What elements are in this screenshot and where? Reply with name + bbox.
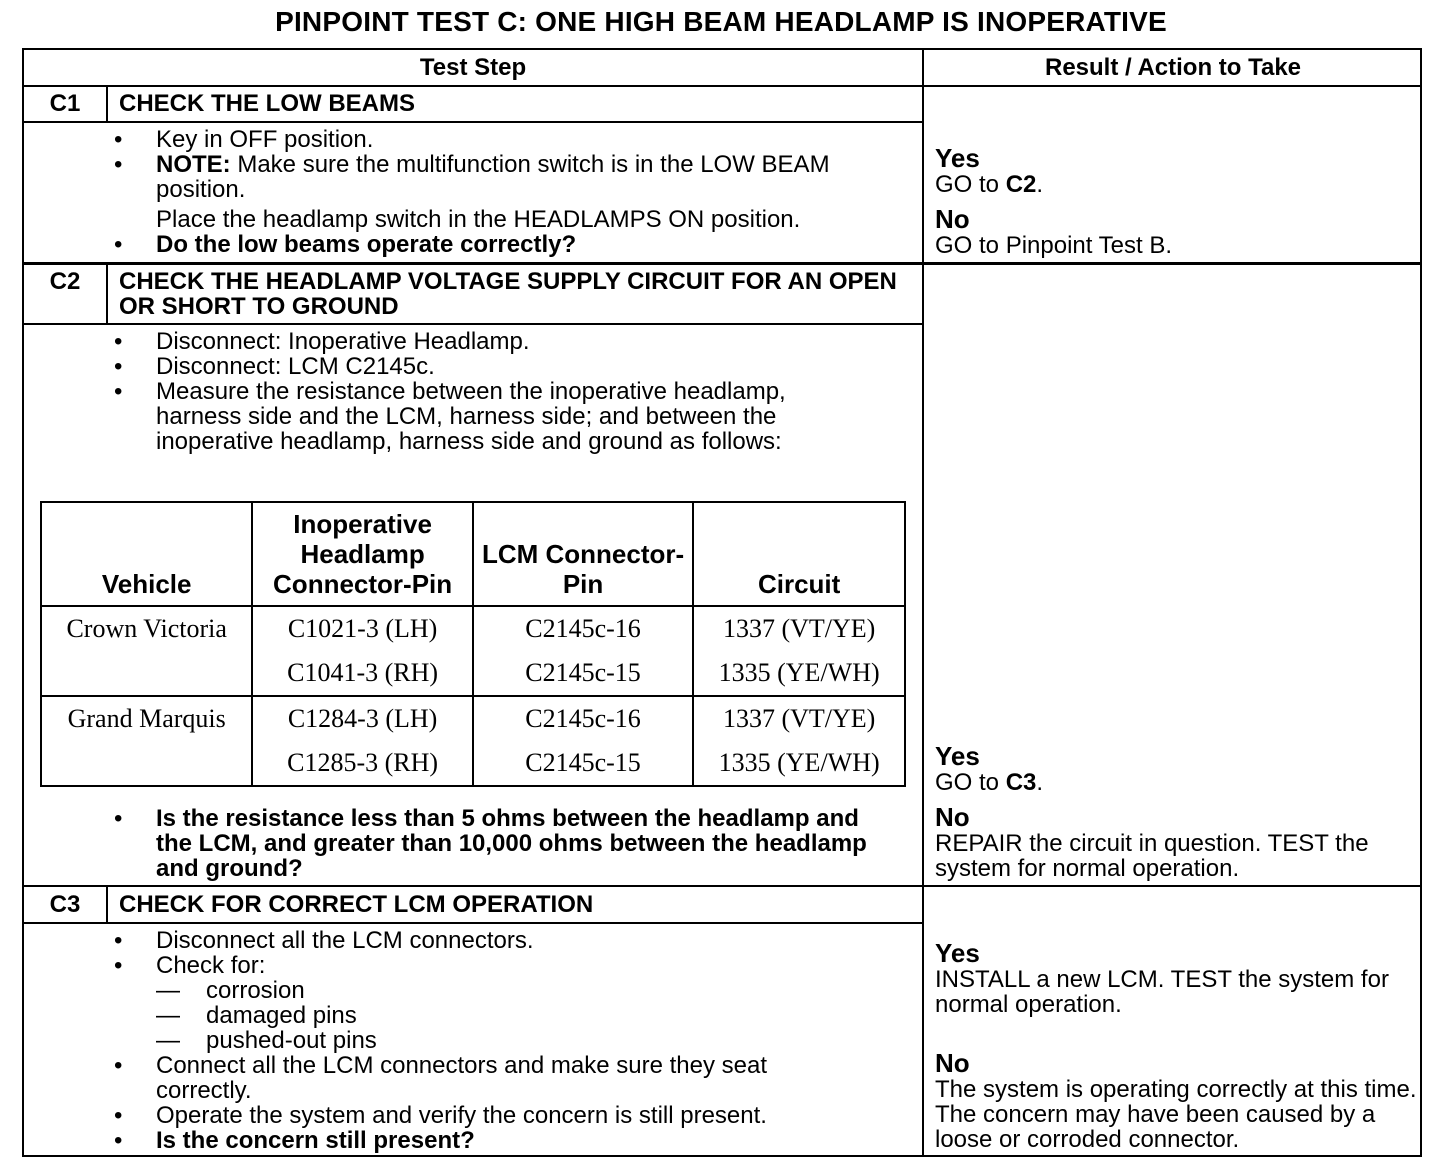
list-item: • Disconnect: Inoperative Headlamp. [114,329,914,354]
result-yes-text: GO to C3. [935,769,1044,796]
step-heading-c3: CHECK FOR CORRECT LCM OPERATION [119,891,594,918]
result-c3 [935,939,1420,1152]
page-title: PINPOINT TEST C: ONE HIGH BEAM HEADLAMP IS INOPERATIVE [275,6,1167,37]
step-heading-c1: CHECK THE LOW BEAMS [119,90,415,117]
result-yes-text: INSTALL a new LCM. TEST the system for normal operation. [935,966,1389,1018]
headlamp-pin-cell: C1021-3 (LH) C1041-3 (RH) [252,606,472,696]
header-divider [24,85,1422,87]
result-no-text: REPAIR the circuit in question. TEST the system for normal operation. [935,830,1369,882]
list-item: • Operate the system and verify the concern is still present. [114,1103,914,1128]
table-row [41,696,905,786]
step-question-c2 [114,806,914,881]
list-item: • Disconnect all the LCM connectors. [114,928,914,953]
list-item: — damaged pins [156,1003,914,1028]
step-id-divider [106,887,108,923]
step-instructions-c3 [114,928,914,1153]
list-item: • Connect all the LCM connectors and make sure they seat correctly. [114,1053,836,1103]
list-item: • NOTE: Make sure the multifunction switch is in the LOW BEAM position. [114,152,914,202]
step-divider [24,885,1422,887]
list-item: • Is the resistance less than 5 ohms between the headlamp and the LCM, and greater than 10,000 ohms between the headlamp and ground? [114,806,876,881]
column-divider [922,50,924,1157]
column-header-headlamp: Inoperative Headlamp Connector-Pin [252,502,472,606]
headlamp-pin-cell: C1284-3 (LH) C1285-3 (RH) [252,696,472,786]
header-result: Result / Action to Take [1044,54,1302,81]
result-yes-label: Yes [935,741,980,771]
step-instructions-c1 [114,127,914,257]
column-header-vehicle: Vehicle [41,502,252,606]
step-id-c2: C2 [49,268,81,295]
list-item: • Check for: — corrosion — damaged pins — pushed-out pins [114,953,914,1053]
step-divider [24,262,1422,265]
list-item: Place the headlamp switch in the HEADLAMPS ON position. [156,206,801,233]
list-item: • Disconnect: LCM C2145c. [114,354,914,379]
step-heading-divider [24,323,922,325]
result-no-text: The system is operating correctly at this time. The concern may have been caused by a loose or corroded connector. [935,1076,1417,1153]
result-no-label: No [935,1048,970,1078]
check-for-list [156,978,914,1053]
pinpoint-test-table [22,48,1422,1157]
connector-pin-table [40,501,906,787]
column-header-lcm: LCM Connector-Pin [473,502,693,606]
step-id-c1: C1 [49,90,81,117]
lcm-pin-cell: C2145c-16 C2145c-15 [473,696,693,786]
vehicle-cell: Crown Victoria [41,606,252,696]
list-item: • Measure the resistance between the inoperative headlamp, harness side and the LCM, harness side; and between the inoperative headlamp, harness side and ground as follows: [114,379,836,454]
circuit-cell: 1337 (VT/YE) 1335 (YE/WH) [693,606,905,696]
result-no-label: No [935,204,970,234]
step-instructions-c2 [114,329,914,454]
result-c2 [935,742,1420,881]
result-yes-label: Yes [935,143,980,173]
step-id-divider [106,264,108,324]
step-heading-c2: CHECK THE HEADLAMP VOLTAGE SUPPLY CIRCUIT FOR AN OPEN OR SHORT TO GROUND [119,268,897,320]
vehicle-cell: Grand Marquis [41,696,252,786]
result-c1 [935,144,1420,258]
result-yes-text: GO to C2. [935,171,1044,198]
list-item: — corrosion [156,978,914,1003]
circuit-cell: 1337 (VT/YE) 1335 (YE/WH) [693,696,905,786]
step-id-divider [106,86,108,122]
result-yes-label: Yes [935,938,980,968]
lcm-pin-cell: C2145c-16 C2145c-15 [473,606,693,696]
list-item: • Do the low beams operate correctly? [114,232,914,257]
header-test-step: Test Step [419,54,527,81]
column-header-circuit: Circuit [693,502,905,606]
step-heading-divider [24,121,922,123]
list-item: • Is the concern still present? [114,1128,914,1153]
result-no-label: No [935,802,970,832]
list-item: • Key in OFF position. [114,127,914,152]
result-no-text: GO to Pinpoint Test B. [935,232,1173,259]
step-heading-divider [24,922,922,924]
table-row [41,606,905,696]
list-item: — pushed-out pins [156,1028,914,1053]
step-id-c3: C3 [49,891,81,918]
